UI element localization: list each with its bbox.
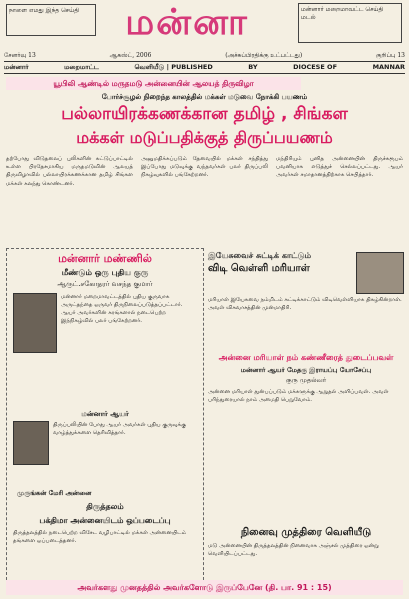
issue-label: குறிப்பு 13 — [376, 52, 405, 59]
publisher-left: மன்னார் — [4, 63, 29, 71]
right-text-3: மடு அன்னையின் திருத்தலத்தின் நினைவாக அஞ்சல் முத்திரை ஒன்று வெளியிடப்பட்டது. — [208, 543, 379, 557]
newspaper-title: மன்னா — [125, 2, 249, 43]
article-column-1: தற்போது விடுதலைப் புலிகளின் கட்டுப்பாட்டில் உள்ள பிரதேசமாகிய மருதமடுவின் ஆலயத் திருவிழாவில் பல்லாயிரக்கணக்கான தமிழ் சிங்கள மக்கள் கலந்து கொண்டனர். — [6, 156, 133, 187]
event-strip: யூபிலி ஆண்டில் மருதமடு அன்னையின் ஆலயத் திருவிழா — [6, 77, 301, 90]
left-author: ஆருட்.சகோதரர் வசந்த குமார் — [57, 280, 153, 288]
left-subtitle: திருத்தலம் — [86, 501, 124, 511]
publisher-diocese: மறைமாட்ட — [64, 63, 99, 71]
mary-image — [356, 252, 404, 294]
bishop-photo — [13, 421, 49, 465]
main-headline-1: பல்லாயிரக்கணக்கான தமிழ் , சிங்கள — [61, 104, 348, 124]
right-section — [208, 248, 405, 593]
publisher-published: வெளியீடு | PUBLISHED — [134, 63, 213, 71]
article-column-2: அனுமதிக்கப்படும் தேவையில் மக்கள் சந்தித்து இப்போது மடுவுக்கு வந்தவர்கள் பலர் திருப்பலி நிகழ்வுகளில் பங்கேற்றனர். — [141, 156, 268, 179]
left-text-3: திருத்தலத்தில் நடைபெற்ற விசேட வழிபாட்டில் மக்கள் அன்னையிடம் தங்களை ஒப்படைத்தனர். — [13, 530, 187, 544]
publisher-by: BY — [248, 63, 258, 71]
right-byline-2: மன்னார் ஆயர் மேதகு இராயப்பு யோசேப்பு — [240, 366, 372, 374]
left-sub2: பக்திமா அன்னையிடம் ஒப்படைப்பு — [39, 515, 171, 525]
publisher-diocese-en: DIOCESE OF — [293, 63, 338, 71]
masthead-left-box: நாளை எமது இந்த செய்தி — [6, 4, 96, 36]
left-subhead: மன்னார் ஆயர் — [81, 409, 129, 418]
left-title: மீண்டும் ஒரு புதிய குரு — [61, 267, 149, 277]
publisher-row — [4, 62, 405, 74]
type-label: (அச்சுப்பிரதிக்கு உட்பட்டது) — [225, 52, 303, 59]
article-body — [6, 155, 403, 249]
right-head-2: அன்னை மரியாள் நம் கண்ணீரைத் துடைப்பவள் — [218, 353, 394, 362]
right-text-2: அன்னை மரியாள் துன்பப்படும் மக்களுக்கு ஆறுதல் அளிப்பவள். அவள் பரிந்துரையால் நாம் அமைதி பெறுவோம். — [208, 389, 389, 403]
scripture-bar: அவர்களது முனதத்தில் அவர்களோடு இருப்பேனே (தி. பா. 91 : 15) — [6, 580, 403, 595]
left-text-1: மன்னார் மறைமாவட்டத்தில் புதிய குருவாக அருட்தந்தை ஒருவர் திருநிலைப்படுத்தப்பட்டார். ஆயர் அவர்களின் கரங்களால் நடைபெற்ற இந்நிகழ்வில் பலர் பங்கேற்றனர். — [61, 294, 183, 324]
right-text-1: மரியாள் இயேசுவை நம்மிடம் சுட்டிக்காட்டும் விடிவெள்ளியாக திகழ்கின்றாள். அவள் விசுவாசத்தின் முன்மாதிரி. — [208, 297, 402, 311]
publisher-place: MANNAR — [372, 63, 405, 71]
date-label: ஆகஸ்ட், 2006 — [109, 52, 152, 59]
right-title: விடி வெள்ளி மரியாள் — [208, 263, 310, 274]
left-text-2: திருப்பலியின் போது ஆயர் அவர்கள் புதிய குருவுக்கு வாழ்த்துக்களை தெரிவித்தார். — [53, 422, 186, 436]
right-kicker: இயேசுவைச் சுட்டிக் காட்டும் — [208, 250, 312, 260]
right-head-3: நினைவு முத்திரை வெளியீடு — [240, 527, 372, 538]
main-headline-2: மக்கள் மடுப்பதிக்குத் திருப்பயணம் — [76, 128, 333, 147]
masthead-right-box: மன்னார் மறைமாவட்ட செய்தி மடல் — [298, 3, 402, 43]
article-column-3: மந்திரியும் புனித அன்னையின் திருச்சுரூபம் பவனியாக எடுத்துச் செல்லப்பட்டது. ஆயர் அவர்கள் சமாதானத்திற்காக செபித்தார். — [276, 156, 403, 179]
left-section — [6, 248, 204, 595]
priest-photo — [13, 293, 57, 353]
right-sub-2: குரு முதல்வர் — [285, 376, 327, 384]
event-subline: போர்ச்சூழல் நிறைந்த காலத்தில் மக்கள் மடுவை நோக்கி பயணம் — [101, 93, 308, 101]
left-kicker: மன்னார் மண்ணில் — [58, 252, 152, 265]
volume-label: சேனர்வு 13 — [4, 52, 36, 59]
masthead — [0, 0, 409, 50]
info-row — [4, 51, 405, 62]
left-small-title: முருங்கன் மேரி அன்னை — [17, 489, 92, 497]
